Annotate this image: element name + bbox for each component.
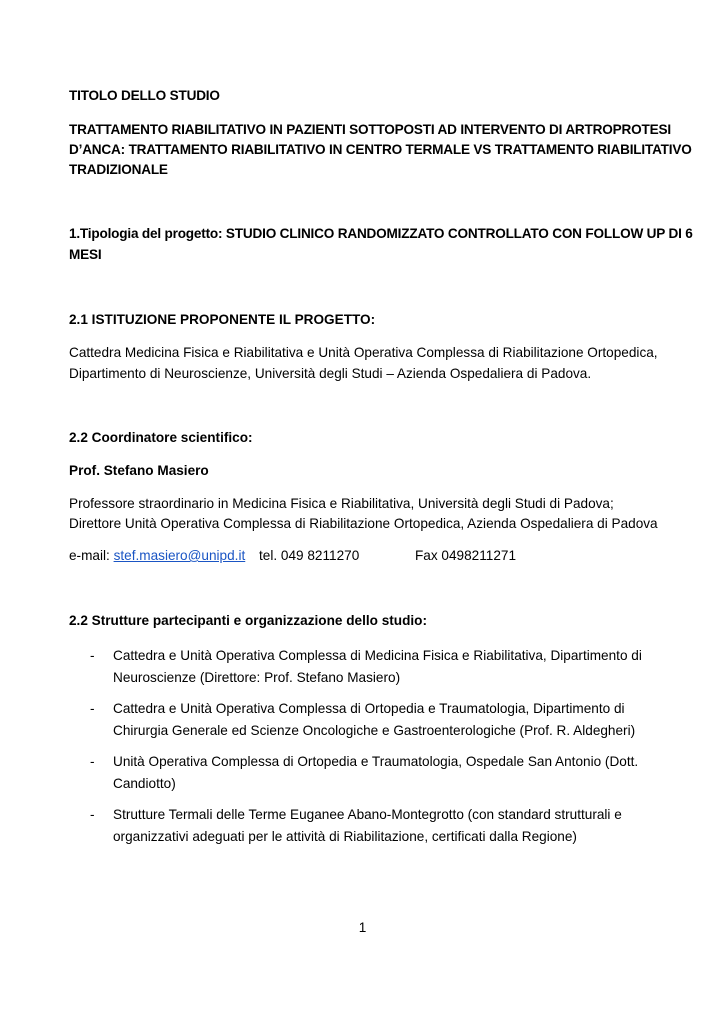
project-type-line-2: MESI: [69, 247, 102, 262]
coordinator-heading: 2.2 Coordinatore scientifico:: [69, 430, 253, 445]
study-title-line-1: TRATTAMENTO RIABILITATIVO IN PAZIENTI SOTTOPOSTI AD INTERVENTO DI ARTROPROTESI: [69, 122, 671, 137]
structures-heading: 2.2 Strutture partecipanti e organizzazione dello studio:: [69, 613, 428, 628]
list-item: [113, 751, 653, 795]
list-item: [113, 804, 653, 848]
list-item-line-2: organizzativi adeguati per le attività di Riabilitazione, certificati dalla Regione): [113, 829, 577, 844]
list-item-line-1: Strutture Termali delle Terme Euganee Abano-Montegrotto (con standard strutturali e: [113, 807, 622, 822]
email-link[interactable]: stef.masiero@unipd.it: [113, 548, 246, 563]
list-item: [113, 645, 653, 689]
contact-line: [69, 546, 245, 566]
institution-line-2: Dipartimento di Neuroscienze, Università degli Studi – Azienda Ospedaliera di Padova.: [69, 366, 592, 381]
study-title-line-3: TRADIZIONALE: [69, 162, 168, 177]
bullet-dash: -: [90, 648, 95, 663]
list-item-line-1: Cattedra e Unità Operativa Complessa di Ortopedia e Traumatologia, Dipartimento di: [113, 701, 625, 716]
list-item-line-1: Unità Operativa Complessa di Ortopedia e Traumatologia, Ospedale San Antonio (Dott.: [113, 754, 639, 769]
bullet-dash: -: [90, 701, 95, 716]
institution-heading: 2.1 ISTITUZIONE PROPONENTE IL PROGETTO:: [69, 312, 376, 327]
list-item-line-2: Neuroscienze (Direttore: Prof. Stefano Masiero): [113, 670, 401, 685]
study-title-label: TITOLO DELLO STUDIO: [69, 88, 220, 103]
bullet-dash: -: [90, 754, 95, 769]
coordinator-role-line-1: Professore straordinario in Medicina Fisica e Riabilitativa, Università degli Studi di Padova;: [69, 496, 614, 511]
email-label: e-mail:: [69, 548, 114, 563]
project-type-line-1: 1.Tipologia del progetto: STUDIO CLINICO RANDOMIZZATO CONTROLLATO CON FOLLOW UP DI 6: [69, 226, 693, 241]
page-number: 1: [358, 920, 367, 935]
study-title-line-2: D’ANCA: TRATTAMENTO RIABILITATIVO IN CENTRO TERMALE VS TRATTAMENTO RIABILITATIVO: [69, 142, 692, 157]
institution-line-1: Cattedra Medicina Fisica e Riabilitativa e Unità Operativa Complessa di Riabilitazione Ortopedica,: [69, 345, 658, 360]
coordinator-name: Prof. Stefano Masiero: [69, 463, 209, 478]
list-item: [113, 698, 653, 742]
list-item-line-2: Chirurgia Generale ed Scienze Oncologiche e Gastroenterologiche (Prof. R. Aldegheri): [113, 723, 636, 738]
list-item-line-2: Candiotto): [113, 776, 176, 791]
telephone: tel. 049 8211270: [259, 548, 360, 563]
bullet-dash: -: [90, 807, 95, 822]
fax: Fax 0498211271: [415, 548, 517, 563]
coordinator-role-line-2: Direttore Unità Operativa Complessa di Riabilitazione Ortopedica, Azienda Ospedaliera di Padova: [69, 516, 658, 531]
list-item-line-1: Cattedra e Unità Operativa Complessa di Medicina Fisica e Riabilitativa, Dipartimento di: [113, 648, 642, 663]
